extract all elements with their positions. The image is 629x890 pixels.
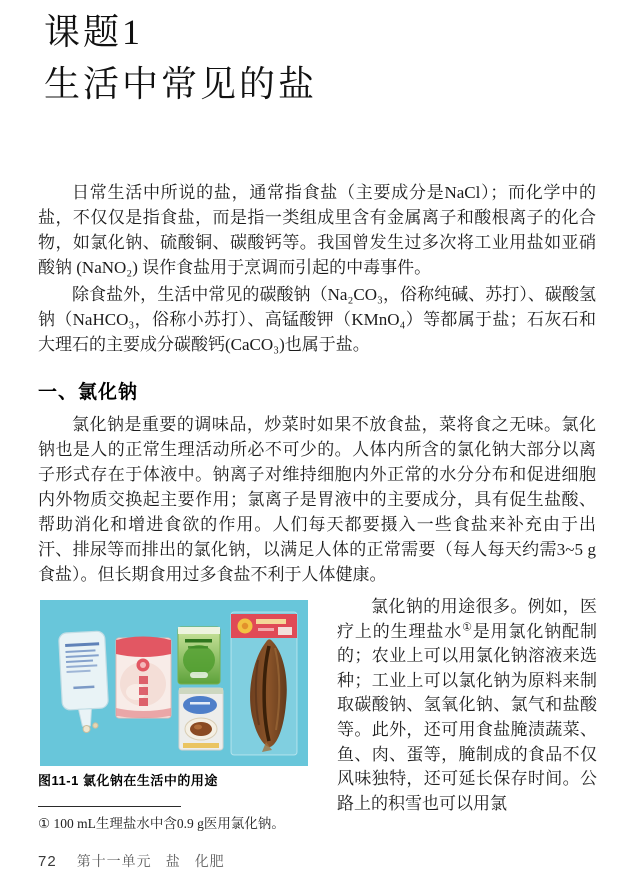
page-title-line2: 生活中常见的盐 [44,64,318,104]
usage-paragraph [337,595,597,816]
salt-package-icon [116,637,171,719]
footnote-divider [38,806,181,807]
pickled-food-packet-icon [179,688,223,750]
unit-topic-fertilizer: 化肥 [194,855,225,870]
unit-title [77,851,225,871]
footnote-text: ① 100 mL生理盐水中含0.9 g医用氯化钠。 [38,816,285,831]
intro-paragraph-1: 日常生活中所说的盐，通常指食盐（主要成分是NaCl）；而化学中的盐，不仅仅是指食盐，而是指一类组成里含有金属离子和酸根离子的化合物，如氯化钠、硫酸铜、碳酸钙等。我国曾发生过多次将工业用盐如亚硝酸钠 (NaNO₂) 误作食盐用于烹调而引起的中毒事件。 [38,183,596,277]
page-title [44,6,317,110]
usage-text-after-footnote: 是用氯化钠配制的；农业上可以用氯化钠溶液来选种；工业上可以氯化钠为原料来制取碳酸钠、氢氧化钠、氯气和盐酸等。此外，还可用食盐腌渍蔬菜、鱼、肉、蛋等，腌制成的食品不仅风味独特，还可延长保存时间。公路上的积雪也可以用氯 [337,621,597,813]
sodium-chloride-paragraph-block [38,412,596,587]
section-heading-sodium-chloride: 一、氯化钠 [38,382,139,403]
page-title-line1: 课题1 [44,12,144,52]
footnote-marker: ① [462,620,473,633]
green-seasoning-packet-icon [178,627,220,684]
intro-paragraphs [38,180,596,357]
figure-caption: 图11-1 氯化钠在生活中的用途 [38,773,218,788]
figure-11-1-photo [40,600,308,766]
intro-paragraph-2: 除食盐外，生活中常见的碳酸钠（Na₂CO₃，俗称纯碱、苏打）、碳酸氢钠（NaHCO₃，俗称小苏打）、高锰酸钾（KMnO₄）等都属于盐；石灰石和大理石的主要成分碳酸钙(CaCO₃)也属于盐。 [38,285,596,354]
usage-column [337,595,597,816]
unit-name: 第十一单元 [76,855,152,870]
usage-text-before-footnote: 氯化钠的用途很多。例如，医疗上的生理盐水 [337,597,597,641]
unit-topic-salt: 盐 [165,855,181,870]
page-number: 72 [38,853,57,870]
sodium-chloride-paragraph: 氯化钠是重要的调味品，炒菜时如果不放食盐，菜将食之无味。氯化钠也是人的正常生理活动所必不可少的。人体内所含的氯化钠大部分以离子形式存在于体液中。钠离子对维持细胞内外正常的水分分布和促进细胞内外物质交换起主要作用；氯离子是胃液中的主要成分，具有促生盐酸、帮助消化和增进食欲的作用。人们每天都要摄入一些食盐来补充由于出汗、排尿等而排出的氯化钠，以满足人体的正常需要（每人每天约需3~5 g食盐）。但长期食用过多食盐不利于人体健康。 [38,415,596,584]
salt-products-photo [40,600,308,766]
page-footer [38,851,225,871]
vacuum-packed-fish-icon [231,612,297,755]
